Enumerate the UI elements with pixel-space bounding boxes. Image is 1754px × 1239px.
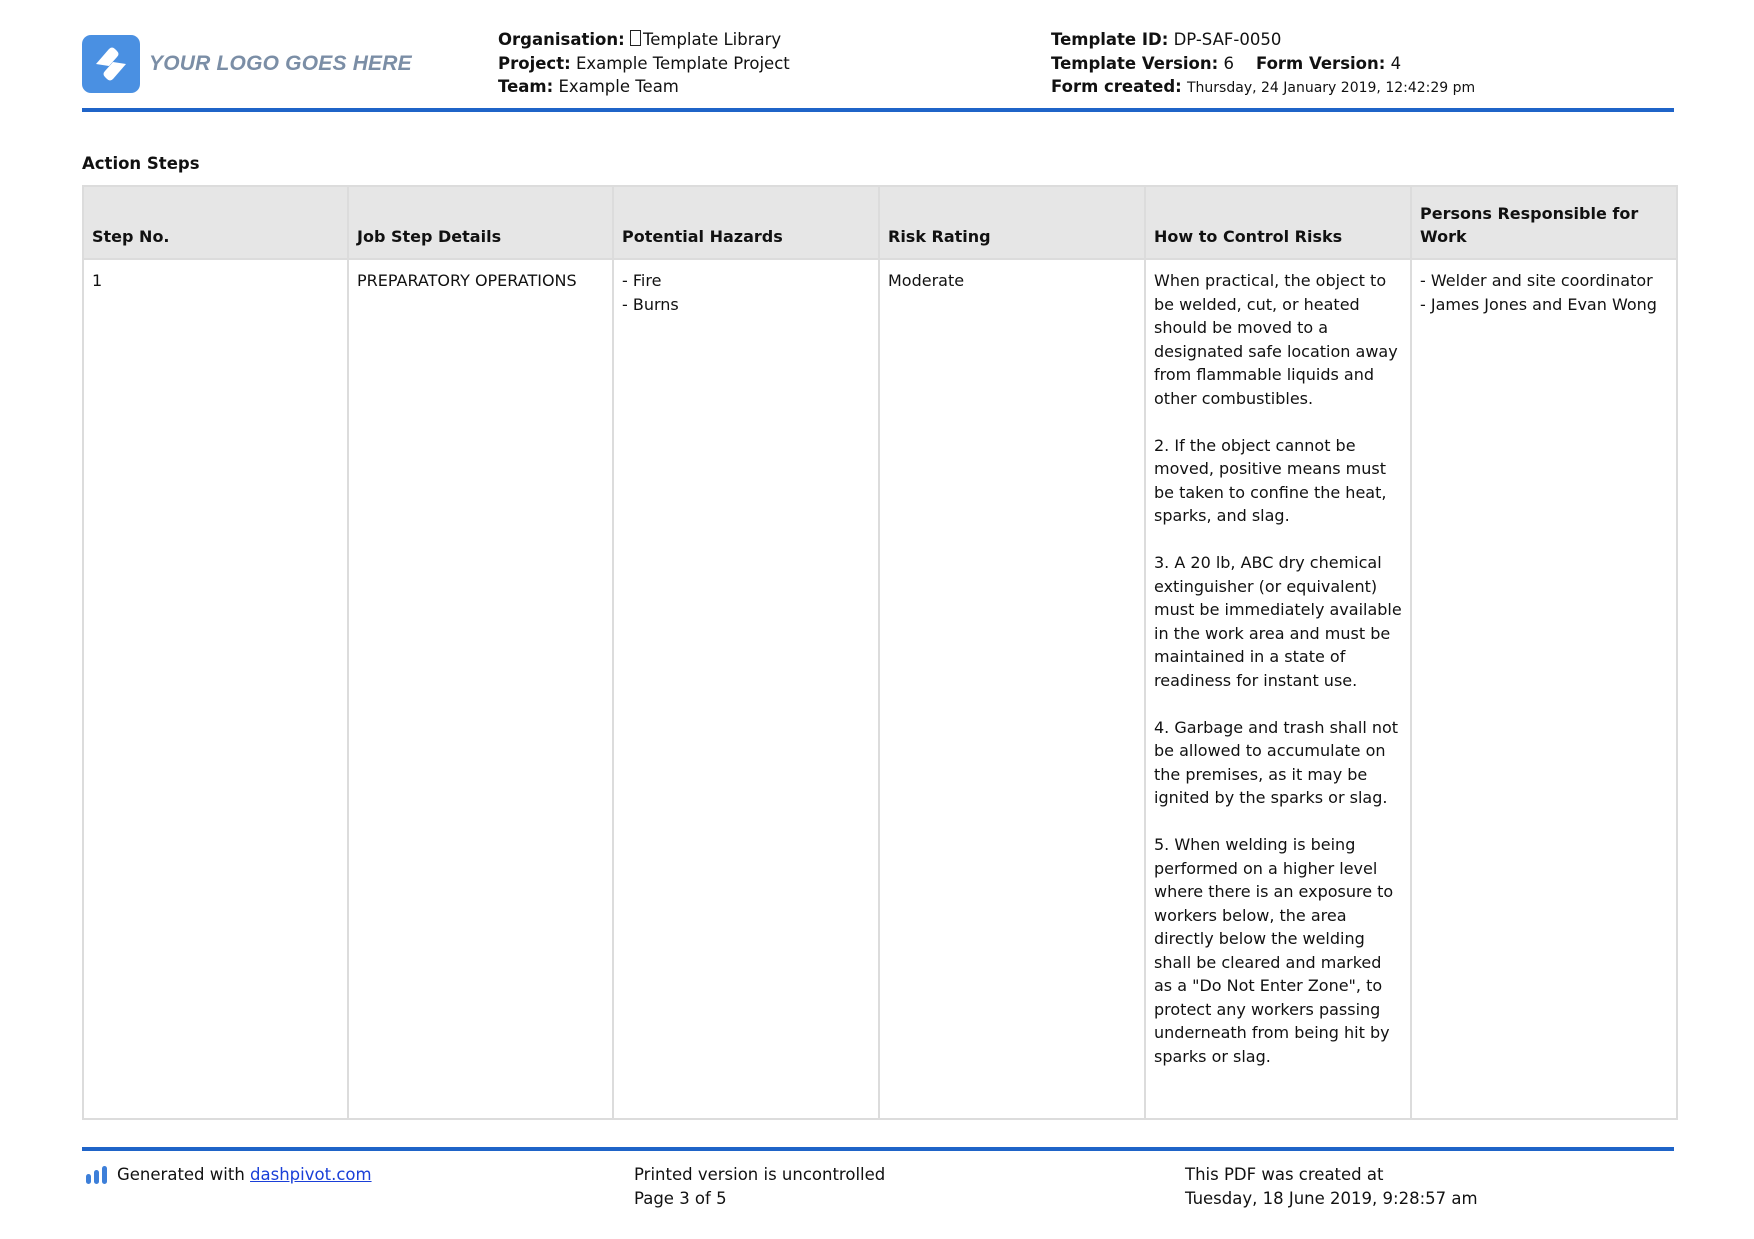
document-header: [82, 28, 1674, 110]
dashpivot-bars-icon: [85, 1165, 109, 1185]
organisation-box-icon: [630, 30, 641, 46]
column-header-persons-responsible: Persons Responsible for Work: [1411, 186, 1677, 259]
template-version-label: Template Version:: [1051, 53, 1219, 73]
template-version-value: 6: [1223, 53, 1234, 73]
table-row: [83, 259, 1677, 1119]
cell-persons-responsible: [1411, 259, 1677, 1119]
generated-with: [85, 1163, 372, 1187]
project-line: [498, 52, 790, 76]
control-measure: 4. Garbage and trash shall not be allowed to accumulate on the premises, as it may be ignited by the sparks or slag.: [1154, 717, 1399, 807]
column-header-how-to-control-risks: How to Control Risks: [1145, 186, 1411, 259]
header-divider: [82, 108, 1674, 112]
section-title: Action Steps: [82, 154, 200, 173]
project-value: Example Template Project: [575, 53, 790, 73]
cell-potential-hazards: [613, 259, 879, 1119]
table-header-row: [83, 186, 1677, 259]
form-version-value: 4: [1390, 53, 1402, 73]
action-steps-table-wrapper: [82, 185, 1676, 1120]
project-meta: [498, 28, 790, 99]
logo-text: YOUR LOGO GOES HERE: [149, 52, 412, 75]
control-measure: 3. A 20 lb, ABC dry chemical extinguisher (or equivalent) must be immediately available in the work area and must be maintained in a state of readiness for instant use.: [1154, 553, 1402, 690]
column-header-risk-rating: Risk Rating: [879, 186, 1145, 259]
company-logo-icon: [82, 35, 140, 93]
organisation-value: Template Library: [642, 30, 782, 49]
pdf-created-label: This PDF was created at: [1185, 1165, 1384, 1184]
control-measure: 5. When welding is being performed on a higher level where there is an exposure to workers below, the area directly below the welding shall be cleared and marked as a "Do Not Enter Zone", to protect any workers passing underneath from being hit by sparks or slag.: [1154, 835, 1394, 1066]
cell-step-no: 1: [83, 259, 348, 1119]
cell-how-to-control-risks: [1145, 259, 1411, 1119]
print-status: [634, 1163, 885, 1210]
template-meta: [1051, 28, 1475, 101]
cell-risk-rating: Moderate: [879, 259, 1145, 1119]
pdf-created-info: [1185, 1163, 1478, 1210]
organisation-line: [498, 28, 790, 52]
form-version-label: Form Version:: [1255, 53, 1386, 73]
responsible-person: - Welder and site coordinator: [1420, 271, 1653, 290]
dashpivot-link[interactable]: dashpivot.com: [250, 1165, 372, 1184]
team-value: Example Team: [558, 77, 679, 96]
footer-divider: [82, 1147, 1674, 1151]
control-measure: 2. If the object cannot be moved, positive means must be taken to confine the heat, sparks, and slag.: [1154, 435, 1387, 525]
column-header-potential-hazards: Potential Hazards: [613, 186, 879, 259]
responsible-person: - James Jones and Evan Wong: [1420, 294, 1657, 314]
hazard-item: - Burns: [622, 294, 679, 314]
generated-prefix: Generated with: [117, 1165, 245, 1184]
version-line: [1051, 52, 1475, 76]
team-label: Team:: [498, 77, 554, 96]
uncontrolled-notice: Printed version is uncontrolled: [634, 1165, 886, 1184]
team-line: [498, 75, 790, 99]
form-created-label: Form created:: [1051, 77, 1182, 96]
page-number: Page 3 of 5: [634, 1188, 727, 1208]
column-header-step-no: Step No.: [83, 186, 348, 259]
template-id-value: DP-SAF-0050: [1173, 30, 1282, 49]
column-header-job-step-details: Job Step Details: [348, 186, 613, 259]
company-logo: [82, 34, 412, 94]
action-steps-table: [82, 185, 1678, 1120]
form-created-line: [1051, 75, 1475, 101]
cell-job-step-details: PREPARATORY OPERATIONS: [348, 259, 613, 1119]
control-measure: When practical, the object to be welded, cut, or heated should be moved to a designated safe location away from flammable liquids and other combustibles.: [1154, 271, 1398, 408]
pdf-created-value: Tuesday, 18 June 2019, 9:28:57 am: [1185, 1188, 1478, 1208]
project-label: Project:: [498, 53, 571, 73]
template-id-line: [1051, 28, 1475, 52]
organisation-label: Organisation:: [498, 30, 625, 49]
template-id-label: Template ID:: [1051, 30, 1169, 49]
hazard-item: - Fire: [622, 271, 662, 290]
form-created-value: Thursday, 24 January 2019, 12:42:29 pm: [1187, 80, 1476, 96]
